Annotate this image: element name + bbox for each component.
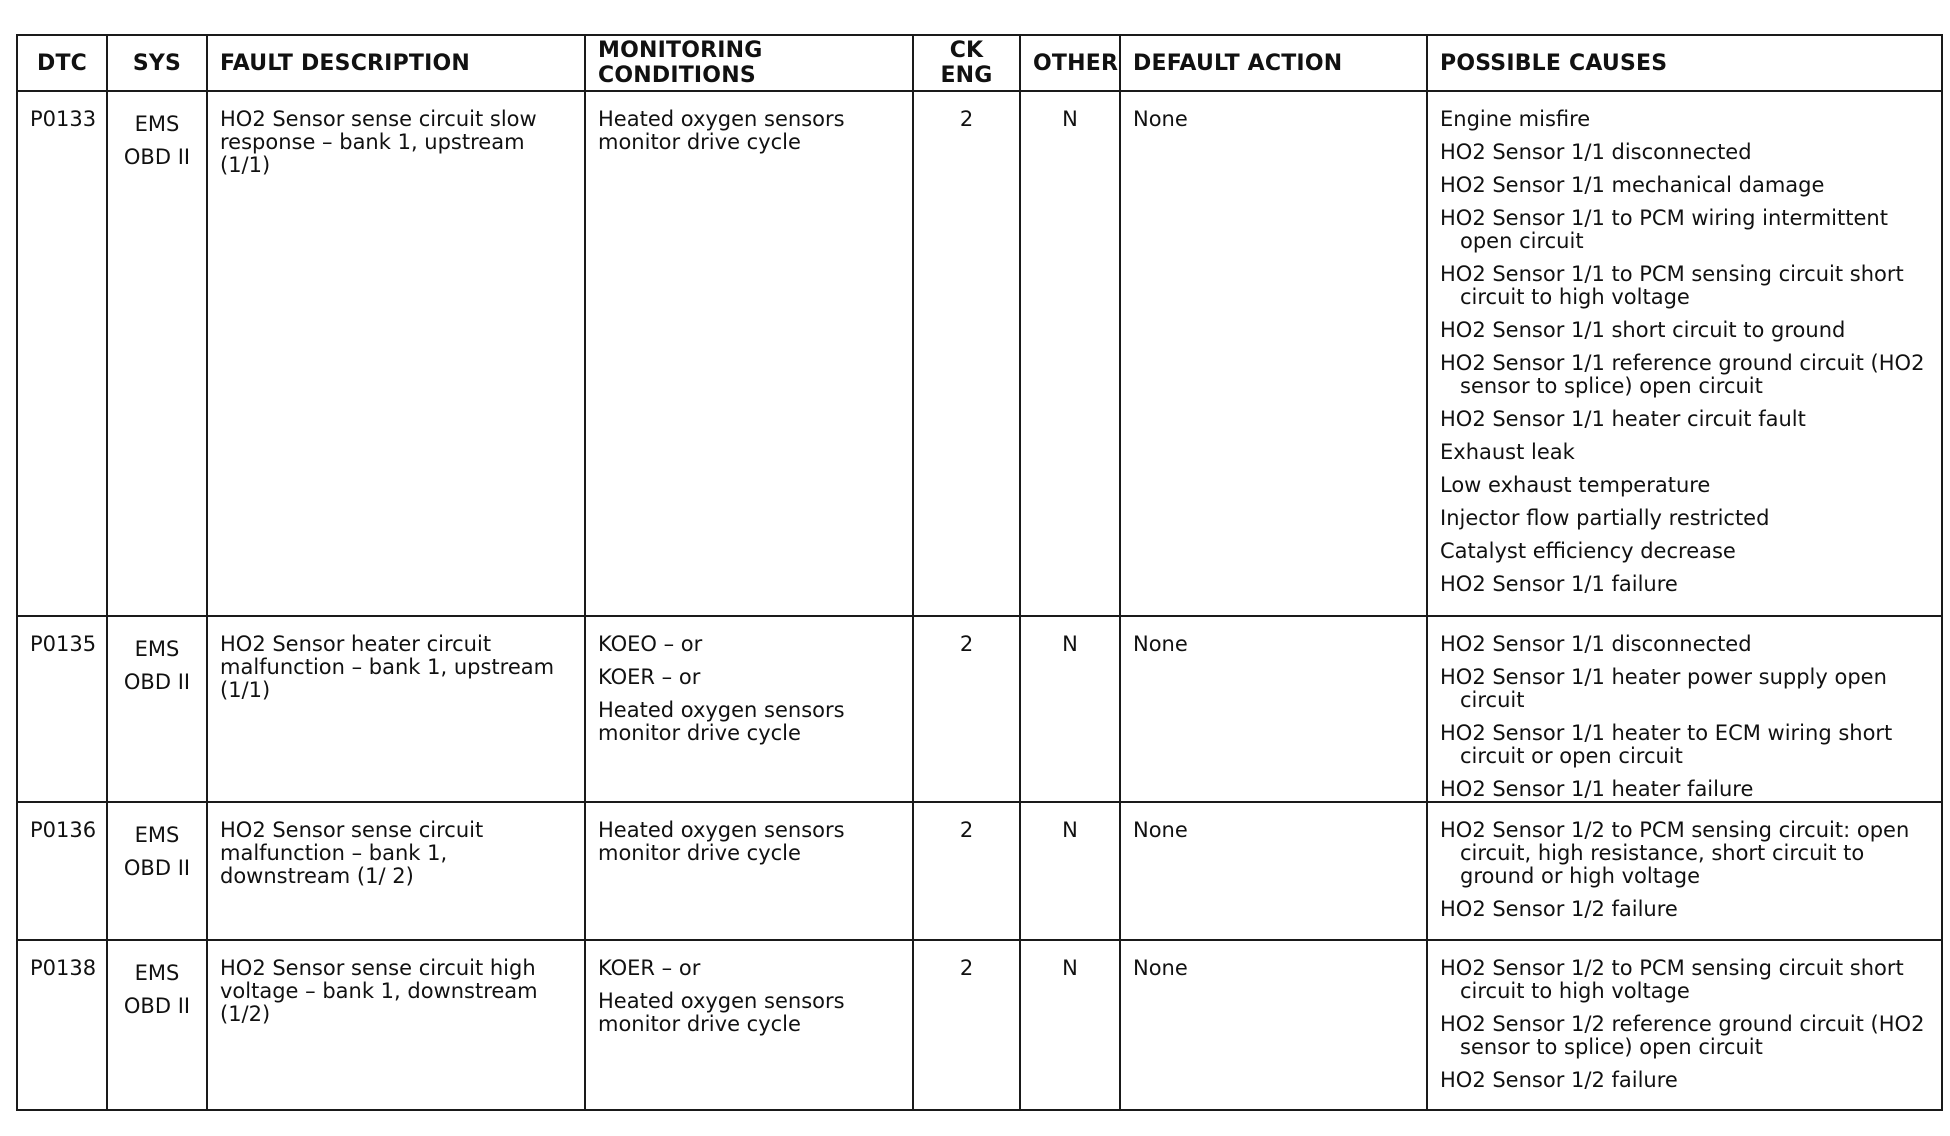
fault-description: HO2 Sensor sense circuit malfunction – bank 1, downstream (1/ 2) (207, 802, 585, 940)
monitoring-line: KOER – or (598, 665, 701, 689)
sys-line: EMS (134, 961, 180, 985)
fault-description: HO2 Sensor sense circuit high voltage – bank 1, downstream (1/2) (207, 940, 585, 1110)
ck-eng-value: 2 (913, 616, 1020, 802)
cause-item: HO2 Sensor 1/2 to PCM sensing circuit: open circuit, high resistance, short circuit to ground or high voltage (1440, 818, 1910, 888)
cause-item: HO2 Sensor 1/1 failure (1440, 572, 1678, 596)
other-value: N (1020, 91, 1120, 616)
monitoring-line: KOER – or (598, 956, 701, 980)
dtc-code: P0135 (17, 616, 107, 802)
table-row (17, 940, 1942, 1110)
ck-eng-value: 2 (913, 802, 1020, 940)
fault-description: HO2 Sensor heater circuit malfunction – bank 1, upstream (1/1) (207, 616, 585, 802)
cause-item: Injector flow partially restricted (1440, 506, 1770, 530)
sys-line: EMS (134, 112, 180, 136)
sys-line: EMS (134, 637, 180, 661)
header-row (17, 35, 1942, 91)
header-possible-causes: POSSIBLE CAUSES (1427, 35, 1942, 91)
sys-line: OBD II (123, 994, 191, 1018)
header-other: OTHER (1020, 35, 1120, 91)
ck-eng-value: 2 (913, 940, 1020, 1110)
possible-causes (1427, 616, 1942, 802)
other-value: N (1020, 940, 1120, 1110)
header-default-action: DEFAULT ACTION (1120, 35, 1427, 91)
dtc-code: P0133 (17, 91, 107, 616)
other-value: N (1020, 802, 1120, 940)
header-sys: SYS (107, 35, 207, 91)
possible-causes (1427, 91, 1942, 616)
monitoring-line: Heated oxygen sensors monitor drive cycle (598, 818, 845, 865)
cause-item: HO2 Sensor 1/1 disconnected (1440, 140, 1752, 164)
ck-eng-value: 2 (913, 91, 1020, 616)
cause-item: Catalyst efficiency decrease (1440, 539, 1736, 563)
cause-item: HO2 Sensor 1/1 heater circuit fault (1440, 407, 1806, 431)
monitoring-conditions (585, 616, 913, 802)
table-row (17, 91, 1942, 616)
default-action: None (1120, 802, 1427, 940)
table-row (17, 616, 1942, 802)
cause-item: HO2 Sensor 1/1 heater failure (1440, 777, 1754, 801)
sys-cell (107, 802, 207, 940)
cause-item: HO2 Sensor 1/2 failure (1440, 1068, 1678, 1092)
cause-item: HO2 Sensor 1/2 reference ground circuit (HO2 sensor to splice) open circuit (1440, 1012, 1925, 1059)
header-fault-description: FAULT DESCRIPTION (207, 35, 585, 91)
monitoring-conditions (585, 802, 913, 940)
monitoring-line: Heated oxygen sensors monitor drive cycle (598, 989, 845, 1036)
cause-item: Engine misfire (1440, 107, 1591, 131)
header-ck-eng: CK ENG (913, 35, 1020, 91)
cause-item: HO2 Sensor 1/1 mechanical damage (1440, 173, 1825, 197)
monitoring-line: Heated oxygen sensors monitor drive cycle (598, 698, 845, 745)
possible-causes (1427, 802, 1942, 940)
dtc-code: P0138 (17, 940, 107, 1110)
monitoring-conditions (585, 940, 913, 1110)
sys-line: OBD II (123, 145, 191, 169)
monitoring-line: KOEO – or (598, 632, 703, 656)
sys-line: OBD II (123, 856, 191, 880)
cause-item: HO2 Sensor 1/1 heater to ECM wiring short circuit or open circuit (1440, 721, 1893, 768)
cause-item: HO2 Sensor 1/1 to PCM sensing circuit short circuit to high voltage (1440, 262, 1904, 309)
monitoring-conditions (585, 91, 913, 616)
default-action: None (1120, 616, 1427, 802)
cause-item: HO2 Sensor 1/2 failure (1440, 897, 1678, 921)
dtc-code: P0136 (17, 802, 107, 940)
dtc-table (16, 34, 1943, 1111)
monitoring-line: Heated oxygen sensors monitor drive cycle (598, 107, 845, 154)
cause-item: HO2 Sensor 1/1 reference ground circuit (HO2 sensor to splice) open circuit (1440, 351, 1925, 398)
sys-line: EMS (134, 823, 180, 847)
cause-item: HO2 Sensor 1/2 to PCM sensing circuit short circuit to high voltage (1440, 956, 1904, 1003)
header-monitoring-conditions: MONITORING CONDITIONS (585, 35, 913, 91)
sys-cell (107, 616, 207, 802)
cause-item: HO2 Sensor 1/1 to PCM wiring intermittent open circuit (1440, 206, 1888, 253)
default-action: None (1120, 940, 1427, 1110)
default-action: None (1120, 91, 1427, 616)
cause-item: HO2 Sensor 1/1 heater power supply open circuit (1440, 665, 1887, 712)
fault-description: HO2 Sensor sense circuit slow response – bank 1, upstream (1/1) (207, 91, 585, 616)
sys-line: OBD II (123, 670, 191, 694)
dtc-table-container (16, 34, 1941, 1111)
sys-cell (107, 940, 207, 1110)
table-row (17, 802, 1942, 940)
possible-causes (1427, 940, 1942, 1110)
sys-cell (107, 91, 207, 616)
other-value: N (1020, 616, 1120, 802)
cause-item: Exhaust leak (1440, 440, 1575, 464)
cause-item: HO2 Sensor 1/1 disconnected (1440, 632, 1752, 656)
cause-item: HO2 Sensor 1/1 short circuit to ground (1440, 318, 1846, 342)
header-dtc: DTC (17, 35, 107, 91)
cause-item: Low exhaust temperature (1440, 473, 1711, 497)
